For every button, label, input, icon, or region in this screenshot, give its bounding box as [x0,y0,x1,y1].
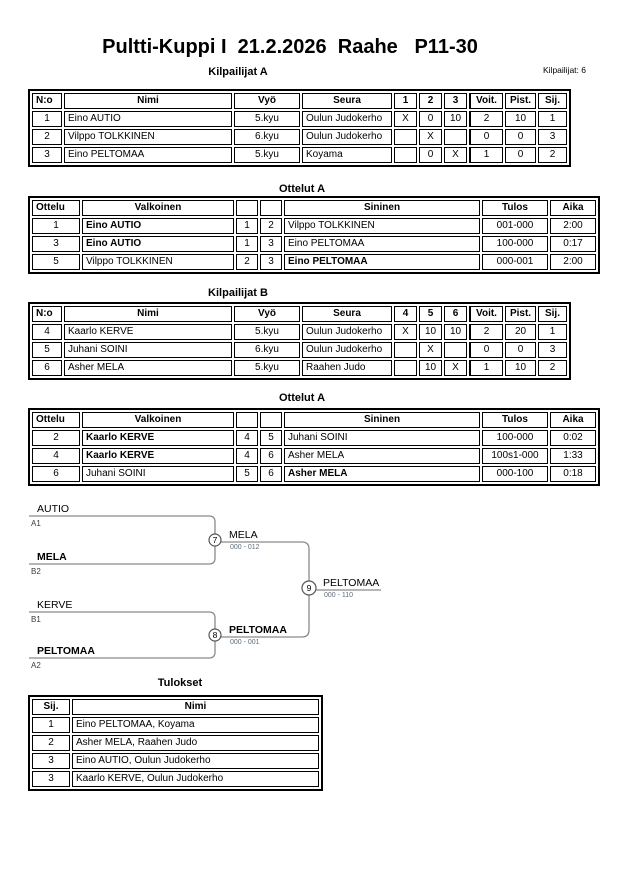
cell-place: 3 [538,342,567,358]
bracket-match-number: 7 [212,535,218,545]
cell-m6: 10 [444,324,467,340]
cell-belt: 6.kyu [234,129,300,145]
cell-blue-name: Eino PELTOMAA [284,254,480,270]
col-header-belt: Vyö [234,93,300,109]
col-header-belt: Vyö [234,306,300,322]
bracket-winner-name: MELA [229,529,258,541]
table-header-row [32,93,567,109]
col-header-white: Valkoinen [82,200,234,216]
col-header-m1: 1 [394,93,417,109]
cell-result: 000-001 [482,254,548,270]
cell-blue-no: 6 [260,466,282,482]
cell-match-no: 2 [32,430,80,446]
table-row [32,430,596,446]
cell-white-name: Juhani SOINI [82,466,234,482]
cell-white-no: 1 [236,218,258,234]
cell-place: 3 [32,771,70,787]
col-header-result: Tulos [482,412,548,428]
cell-points: 20 [505,324,536,340]
cell-result: 100-000 [482,236,548,252]
cell-white-name: Kaarlo KERVE [82,448,234,464]
table-row [32,218,596,234]
cell-points: 10 [505,360,536,376]
cell-white-name: Eino AUTIO [82,236,234,252]
cell-name: Kaarlo KERVE [64,324,232,340]
cell-place: 1 [538,111,567,127]
section-title-results: Tulokset [157,677,203,689]
col-header-no: N:o [32,93,62,109]
matches-b-table [28,408,600,486]
cell-match-no: 6 [32,466,80,482]
competitor-count: Kilpailijat: 6 [543,65,586,75]
cell-blue-name: Asher MELA [284,466,480,482]
table-row [32,360,567,376]
cell-belt: 5.kyu [234,360,300,376]
cell-m4 [394,342,417,358]
col-header-name: Nimi [64,306,232,322]
cell-belt: 5.kyu [234,147,300,163]
section-title-matches-a: Ottelut A [278,183,326,195]
cell-blue-no: 3 [260,236,282,252]
col-header-wins: Voit. [469,306,503,322]
cell-m3 [444,129,467,145]
cell-white-no: 4 [236,448,258,464]
cell-wins: 0 [469,342,503,358]
table-row [32,254,596,270]
cell-m1 [394,129,417,145]
col-header-m5: 5 [419,306,442,322]
cell-m2: 0 [419,111,442,127]
table-row [32,771,319,787]
cell-points: 0 [505,147,536,163]
cell-white-name: Eino AUTIO [82,218,234,234]
table-row [32,448,596,464]
col-header-blue: Sininen [284,200,480,216]
table-header-row [32,699,319,715]
cell-time: 1:33 [550,448,596,464]
bracket-slot-name: MELA [37,551,67,563]
cell-no: 4 [32,324,62,340]
col-header-points: Pist. [505,93,536,109]
table-header-row [32,306,567,322]
col-header-time: Aika [550,200,596,216]
table-row [32,147,567,163]
cell-blue-name: Asher MELA [284,448,480,464]
cell-name: Eino AUTIO, Oulun Judokerho [72,753,319,769]
cell-m1: X [394,111,417,127]
bracket-slot-seed: B1 [31,615,41,624]
cell-m5: 10 [419,324,442,340]
cell-m3: X [444,147,467,163]
cell-blue-no: 6 [260,448,282,464]
section-title-matches-b: Ottelut A [278,392,326,404]
table-row [32,129,567,145]
col-header-name: Nimi [64,93,232,109]
cell-no: 5 [32,342,62,358]
col-header-place: Sij. [538,306,567,322]
cell-name: Asher MELA, Raahen Judo [72,735,319,751]
cell-result: 100s1-000 [482,448,548,464]
col-header-blue: Sininen [284,412,480,428]
col-header-bno [260,200,282,216]
cell-place: 2 [538,360,567,376]
bracket-match-score: 000 - 110 [324,592,354,599]
col-header-wins: Voit. [469,93,503,109]
cell-belt: 6.kyu [234,342,300,358]
cell-result: 001-000 [482,218,548,234]
cell-club: Raahen Judo [302,360,392,376]
cell-place: 2 [538,147,567,163]
cell-blue-no: 5 [260,430,282,446]
cell-club: Oulun Judokerho [302,111,392,127]
col-header-m3: 3 [444,93,467,109]
results-table [28,695,323,791]
col-header-m2: 2 [419,93,442,109]
cell-club: Oulun Judokerho [302,129,392,145]
col-header-wno [236,200,258,216]
table-row [32,466,596,482]
cell-blue-name: Eino PELTOMAA [284,236,480,252]
matches-a-table [28,196,600,274]
cell-club: Oulun Judokerho [302,324,392,340]
bracket-slot-name: AUTIO [37,503,70,515]
cell-place: 1 [32,717,70,733]
bracket-diagram [0,497,630,677]
cell-white-no: 2 [236,254,258,270]
cell-no: 2 [32,129,62,145]
cell-blue-no: 3 [260,254,282,270]
cell-m6 [444,342,467,358]
section-title-pool-b: Kilpailijat B [208,287,268,299]
cell-name: Kaarlo KERVE, Oulun Judokerho [72,771,319,787]
table-row [32,324,567,340]
cell-points: 0 [505,129,536,145]
cell-time: 2:00 [550,218,596,234]
cell-blue-name: Juhani SOINI [284,430,480,446]
col-header-club: Seura [302,306,392,322]
cell-no: 1 [32,111,62,127]
cell-result: 000-100 [482,466,548,482]
cell-m5: X [419,342,442,358]
col-header-place: Sij. [32,699,70,715]
cell-wins: 1 [469,147,503,163]
cell-name: Juhani SOINI [64,342,232,358]
cell-white-no: 4 [236,430,258,446]
cell-match-no: 4 [32,448,80,464]
cell-no: 3 [32,147,62,163]
bracket-match-score: 000 - 012 [230,544,260,551]
cell-wins: 2 [469,324,503,340]
cell-club: Oulun Judokerho [302,342,392,358]
cell-m2: 0 [419,147,442,163]
page-title: Pultti-Kuppi I 21.2.2026 Raahe P11-30 [102,36,478,58]
bracket-slot-name: PELTOMAA [37,645,95,657]
bracket-winner-name: PELTOMAA [229,624,287,636]
col-header-match: Ottelu [32,412,80,428]
table-row [32,236,596,252]
cell-m4 [394,360,417,376]
table-row [32,111,567,127]
cell-name: Eino PELTOMAA [64,147,232,163]
cell-white-name: Vilppo TOLKKINEN [82,254,234,270]
col-header-no: N:o [32,306,62,322]
cell-m3: 10 [444,111,467,127]
cell-name: Eino PELTOMAA, Koyama [72,717,319,733]
table-row [32,342,567,358]
bracket-slot-seed: A2 [31,661,41,670]
cell-place: 3 [32,753,70,769]
cell-white-no: 5 [236,466,258,482]
cell-place: 3 [538,129,567,145]
cell-name: Eino AUTIO [64,111,232,127]
cell-points: 0 [505,342,536,358]
col-header-time: Aika [550,412,596,428]
cell-result: 100-000 [482,430,548,446]
bracket-match-score: 000 - 001 [230,639,260,646]
cell-no: 6 [32,360,62,376]
cell-club: Koyama [302,147,392,163]
cell-name: Vilppo TOLKKINEN [64,129,232,145]
cell-m5: 10 [419,360,442,376]
col-header-result: Tulos [482,200,548,216]
col-header-club: Seura [302,93,392,109]
col-header-points: Pist. [505,306,536,322]
cell-white-no: 1 [236,236,258,252]
cell-m1 [394,147,417,163]
cell-match-no: 5 [32,254,80,270]
cell-blue-no: 2 [260,218,282,234]
cell-m4: X [394,324,417,340]
pool-b-table [28,302,571,380]
cell-wins: 0 [469,129,503,145]
table-row [32,735,319,751]
bracket-winner-name: PELTOMAA [323,577,380,589]
col-header-m4: 4 [394,306,417,322]
table-row [32,717,319,733]
cell-points: 10 [505,111,536,127]
bracket-match-number: 8 [212,630,218,640]
cell-wins: 1 [469,360,503,376]
col-header-white: Valkoinen [82,412,234,428]
cell-wins: 2 [469,111,503,127]
cell-belt: 5.kyu [234,111,300,127]
cell-match-no: 1 [32,218,80,234]
col-header-wno [236,412,258,428]
cell-name: Asher MELA [64,360,232,376]
col-header-place: Sij. [538,93,567,109]
col-header-name: Nimi [72,699,319,715]
cell-place: 2 [32,735,70,751]
bracket-match-number: 9 [306,583,312,593]
cell-belt: 5.kyu [234,324,300,340]
table-row [32,753,319,769]
cell-m2: X [419,129,442,145]
col-header-m6: 6 [444,306,467,322]
bracket-slot-seed: B2 [31,567,41,576]
bracket-slot-name: KERVE [37,599,73,611]
bracket-slot-seed: A1 [31,519,41,528]
cell-place: 1 [538,324,567,340]
cell-match-no: 3 [32,236,80,252]
cell-white-name: Kaarlo KERVE [82,430,234,446]
cell-time: 0:17 [550,236,596,252]
cell-time: 0:02 [550,430,596,446]
pool-a-table [28,89,571,167]
table-header-row [32,200,596,216]
cell-blue-name: Vilppo TOLKKINEN [284,218,480,234]
cell-time: 0:18 [550,466,596,482]
col-header-bno [260,412,282,428]
cell-m6: X [444,360,467,376]
col-header-match: Ottelu [32,200,80,216]
table-header-row [32,412,596,428]
cell-time: 2:00 [550,254,596,270]
section-title-pool-a: Kilpailijat A [208,66,268,78]
